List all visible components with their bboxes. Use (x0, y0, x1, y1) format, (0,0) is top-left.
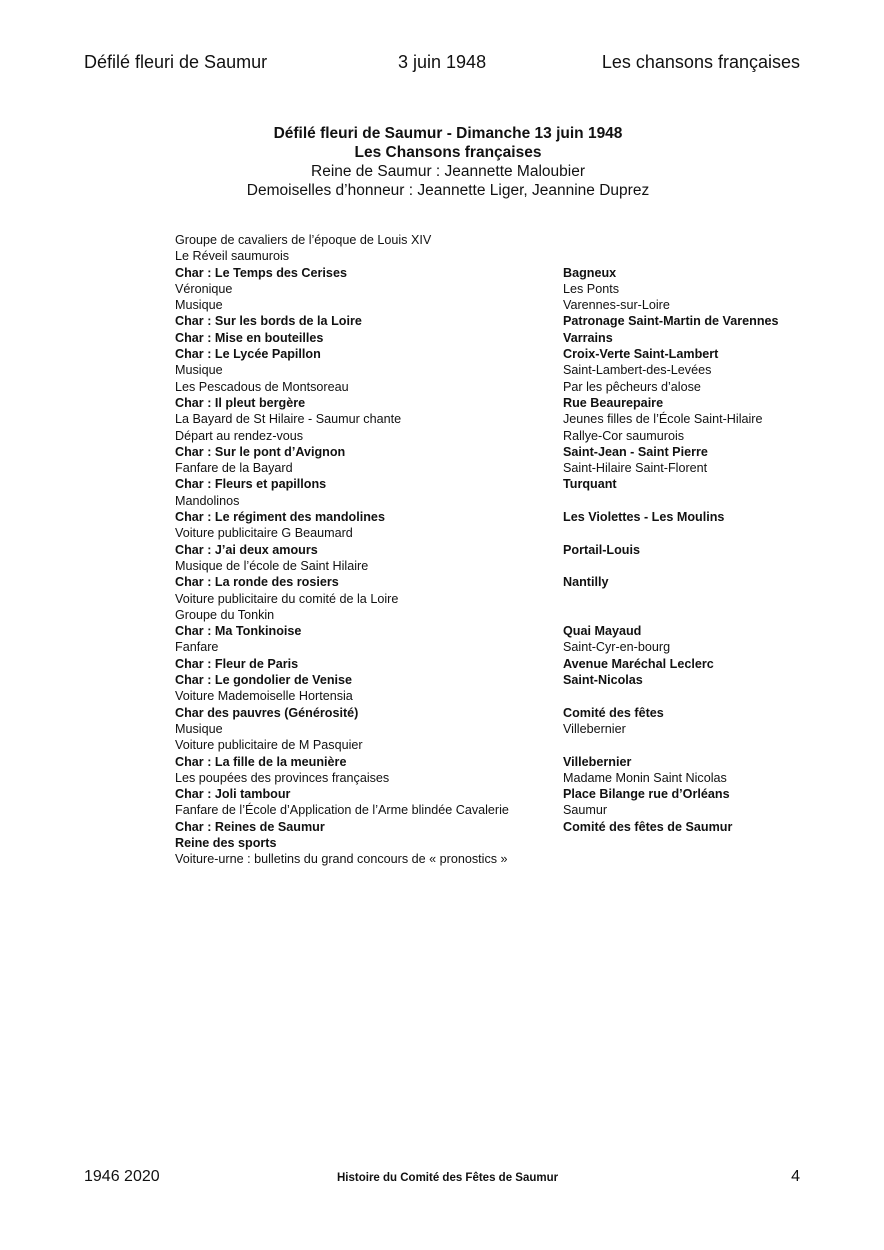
parade-sponsor (563, 591, 815, 607)
parade-sponsor: Place Bilange rue d’Orléans (563, 787, 730, 802)
parade-entry: Le Réveil saumurois (175, 249, 290, 264)
parade-entry: Char : Ma Tonkinoise (175, 624, 302, 639)
page-subtitle: Les Chansons françaises (354, 144, 542, 161)
title-block (84, 124, 812, 200)
parade-sponsor (563, 607, 815, 623)
list-item (175, 607, 815, 623)
parade-entry: Mandolinos (175, 493, 240, 508)
list-item (175, 281, 815, 297)
parade-sponsor: Varrains (563, 330, 613, 345)
list-item (175, 265, 815, 281)
list-item (175, 248, 815, 264)
parade-sponsor: Croix-Verte Saint-Lambert (563, 347, 719, 362)
list-item (175, 525, 815, 541)
list-item (175, 786, 815, 802)
parade-entry: Char : Le Lycée Papillon (175, 347, 321, 362)
parade-entry: Char : Il pleut bergère (175, 395, 306, 410)
parade-sponsor: Rallye-Cor saumurois (563, 428, 685, 443)
parade-entry: Groupe du Tonkin (175, 607, 275, 622)
parade-sponsor: Villebernier (563, 754, 632, 769)
list-item (175, 705, 815, 721)
list-item (175, 574, 815, 590)
parade-sponsor: Comité des fêtes (563, 705, 664, 720)
parade-sponsor: Madame Monin Saint Nicolas (563, 770, 727, 785)
list-item (175, 411, 815, 427)
parade-entry: Char : J’ai deux amours (175, 542, 318, 557)
parade-entry: Char : Joli tambour (175, 787, 291, 802)
parade-sponsor: Les Ponts (563, 281, 620, 296)
list-item (175, 639, 815, 655)
parade-sponsor (563, 737, 815, 753)
list-item (175, 591, 815, 607)
list-item (175, 428, 815, 444)
parade-sponsor: Saumur (563, 803, 608, 818)
parade-sponsor: Avenue Maréchal Leclerc (563, 656, 714, 671)
list-item (175, 395, 815, 411)
list-item (175, 558, 815, 574)
list-item (175, 835, 815, 851)
page-title: Défilé fleuri de Saumur - Dimanche 13 juin 1948 (273, 125, 623, 142)
parade-entry: Musique de l’école de Saint Hilaire (175, 558, 369, 573)
parade-sponsor: Saint-Jean - Saint Pierre (563, 444, 708, 459)
parade-entry: Voiture publicitaire de M Pasquier (175, 738, 363, 753)
parade-entry: Char : Sur les bords de la Loire (175, 314, 362, 329)
list-item (175, 672, 815, 688)
list-item (175, 297, 815, 313)
list-item (175, 737, 815, 753)
list-item (175, 802, 815, 818)
list-item (175, 444, 815, 460)
parade-sponsor: Patronage Saint-Martin de Varennes (563, 314, 779, 329)
parade-sponsor (563, 558, 815, 574)
list-item (175, 232, 815, 248)
parade-entry: Char des pauvres (Générosité) (175, 705, 359, 720)
parade-entry: Voiture publicitaire du comité de la Loire (175, 591, 399, 606)
list-item (175, 346, 815, 362)
parade-list (175, 232, 815, 868)
parade-entry: Char : Fleur de Paris (175, 656, 299, 671)
parade-sponsor: Saint-Nicolas (563, 673, 643, 688)
parade-sponsor: Nantilly (563, 575, 609, 590)
parade-entry: Char : Le Temps des Cerises (175, 265, 347, 280)
parade-entry: Les poupées des provinces françaises (175, 770, 390, 785)
parade-entry: Voiture publicitaire G Beaumard (175, 526, 353, 541)
footer-years: 1946 2020 (84, 1168, 160, 1185)
parade-sponsor (563, 835, 815, 851)
parade-sponsor: Portail-Louis (563, 542, 640, 557)
parade-entry: Musique (175, 721, 223, 736)
parade-entry: Char : Le régiment des mandolines (175, 510, 385, 525)
parade-entry: Char : Reines de Saumur (175, 819, 325, 834)
parade-sponsor (563, 248, 815, 264)
list-item (175, 362, 815, 378)
list-item (175, 688, 815, 704)
list-item (175, 819, 815, 835)
parade-sponsor (563, 493, 815, 509)
list-item (175, 721, 815, 737)
parade-entry: Char : Sur le pont d’Avignon (175, 444, 346, 459)
parade-sponsor: Varennes-sur-Loire (563, 298, 670, 313)
header-right: Les chansons françaises (601, 52, 800, 72)
parade-entry: Char : Fleurs et papillons (175, 477, 327, 492)
parade-sponsor (563, 851, 815, 867)
list-item (175, 851, 815, 867)
list-item (175, 770, 815, 786)
parade-entry: Reine des sports (175, 835, 277, 850)
parade-sponsor: Jeunes filles de l’École Saint-Hilaire (563, 412, 763, 427)
list-item (175, 754, 815, 770)
parade-entry: Départ au rendez-vous (175, 428, 304, 443)
parade-sponsor: Saint-Cyr-en-bourg (563, 640, 671, 655)
list-item (175, 542, 815, 558)
list-item (175, 313, 815, 329)
parade-entry: Musique (175, 298, 223, 313)
list-item (175, 493, 815, 509)
queen-line: Reine de Saumur : Jeannette Maloubier (311, 163, 585, 180)
parade-sponsor (563, 232, 815, 248)
parade-entry: Les Pescadous de Montsoreau (175, 379, 349, 394)
maids-line: Demoiselles d’honneur : Jeannette Liger, Jeannine Duprez (246, 182, 650, 199)
parade-sponsor: Saint-Lambert-des-Levées (563, 363, 712, 378)
parade-entry: Musique (175, 363, 223, 378)
parade-sponsor: Comité des fêtes de Saumur (563, 819, 733, 834)
parade-entry: Voiture-urne : bulletins du grand concours de « pronostics » (175, 852, 508, 867)
parade-sponsor: Les Violettes - Les Moulins (563, 510, 725, 525)
header-left: Défilé fleuri de Saumur (84, 52, 268, 72)
parade-entry: Char : Mise en bouteilles (175, 330, 324, 345)
parade-entry: Char : Le gondolier de Venise (175, 673, 353, 688)
parade-sponsor (563, 688, 815, 704)
list-item (175, 379, 815, 395)
parade-sponsor: Rue Beaurepaire (563, 395, 664, 410)
page-number: 4 (791, 1168, 800, 1185)
parade-entry: La Bayard de St Hilaire - Saumur chante (175, 412, 402, 427)
list-item (175, 623, 815, 639)
header-date: 3 juin 1948 (398, 52, 487, 72)
list-item (175, 656, 815, 672)
parade-sponsor: Par les pêcheurs d’alose (563, 379, 701, 394)
parade-sponsor: Quai Mayaud (563, 624, 642, 639)
parade-entry: Groupe de cavaliers de l’époque de Louis XIV (175, 233, 432, 247)
parade-entry: Fanfare de l’École d’Application de l’Arme blindée Cavalerie (175, 803, 509, 818)
parade-sponsor: Bagneux (563, 265, 617, 280)
parade-sponsor: Saint-Hilaire Saint-Florent (563, 461, 708, 476)
parade-entry: Char : La fille de la meunière (175, 754, 347, 769)
parade-entry: Char : La ronde des rosiers (175, 575, 339, 590)
footer-title: Histoire du Comité des Fêtes de Saumur (337, 1172, 559, 1184)
list-item (175, 460, 815, 476)
parade-sponsor: Villebernier (563, 721, 626, 736)
parade-sponsor: Turquant (563, 477, 617, 492)
list-item (175, 476, 815, 492)
parade-sponsor (563, 525, 815, 541)
parade-entry: Fanfare de la Bayard (175, 461, 293, 476)
list-item (175, 509, 815, 525)
list-item (175, 330, 815, 346)
parade-entry: Voiture Mademoiselle Hortensia (175, 689, 353, 704)
parade-entry: Véronique (175, 281, 233, 296)
parade-entry: Fanfare (175, 640, 219, 655)
